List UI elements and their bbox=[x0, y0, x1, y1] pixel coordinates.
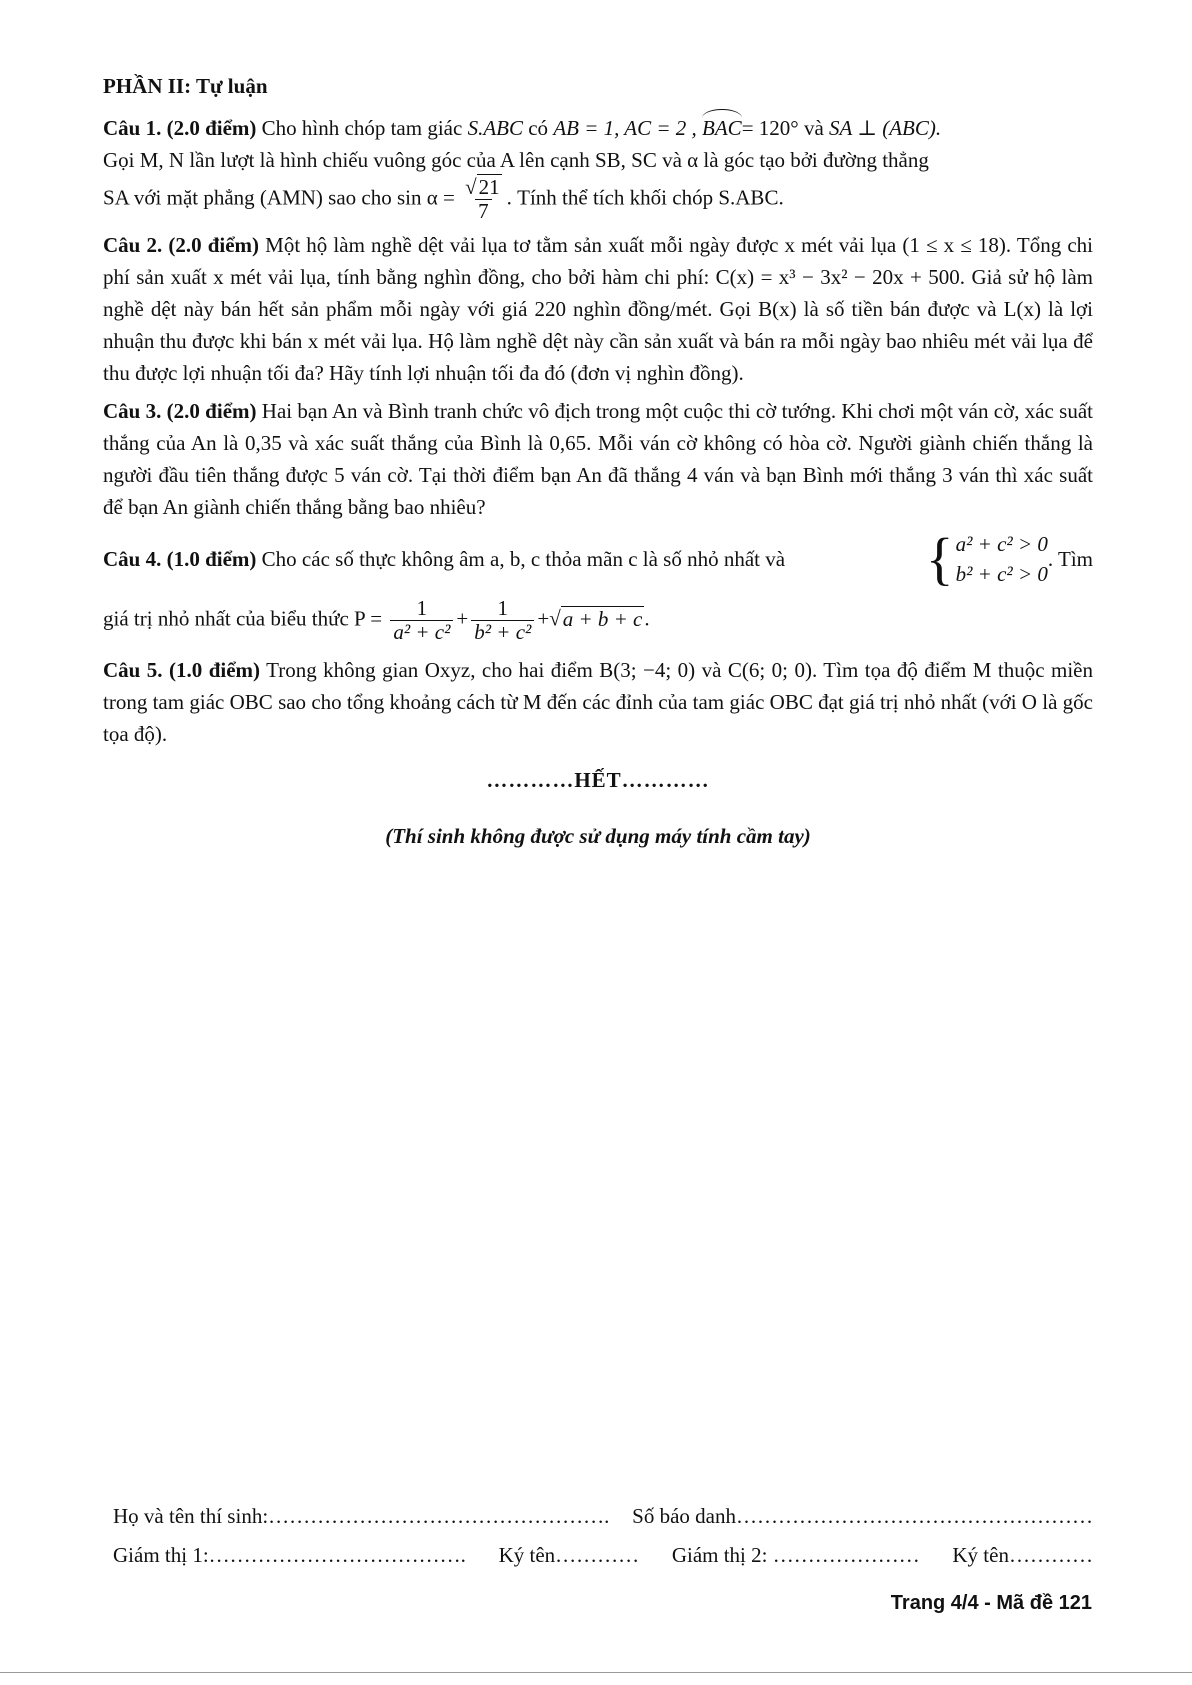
q4-cond2: b² + c² > 0 bbox=[955, 562, 1048, 587]
proctor-2-signature: Ký tên………… bbox=[952, 1543, 1093, 1567]
q4-condition-system bbox=[925, 526, 1093, 592]
q5-text: Trong không gian Oxyz, cho hai điểm B(3; −4; 0) và C(6; 0; 0). Tìm tọa độ điểm M thuộc miền trong tam giác OBC sao cho tổng khoảng cách từ M đến các đỉnh của tam giác OBC đạt giá trị nhỏ nhất (với O là gốc tọa độ). bbox=[103, 658, 1093, 747]
q1-label: Câu 1. (2.0 điểm) bbox=[103, 116, 257, 140]
q4-tim: . Tìm bbox=[1047, 547, 1093, 572]
q1-co: có bbox=[528, 116, 549, 140]
q4-line1 bbox=[103, 526, 1093, 592]
q1-va: và bbox=[803, 116, 824, 140]
q4-den1: a² + c² bbox=[390, 620, 453, 644]
q4-cond1: a² + c² > 0 bbox=[955, 532, 1048, 557]
q1-den7: 7 bbox=[475, 199, 492, 223]
question-5 bbox=[103, 654, 1093, 750]
question-3 bbox=[103, 395, 1093, 523]
q4-den2: b² + c² bbox=[471, 620, 534, 644]
candidate-name-field: Họ và tên thí sinh:…………………………………………. bbox=[113, 1504, 610, 1528]
q3-text: Hai bạn An và Bình tranh chức vô địch trong một cuộc thi cờ tướng. Khi chơi một ván cờ, xác suất thắng của An là 0,35 và xác suất thắng của Bình là 0,65. Mỗi ván cờ không có hòa cờ. Người giành chiến thắng là người đầu tiên thắng được 5 ván cờ. Tại thời điểm bạn An đã thắng 4 ván và bạn Bình mới thắng 3 ván thì xác suất để bạn An giành chiến thắng bằng bao nhiêu? bbox=[103, 399, 1093, 520]
q4-fraction-2 bbox=[471, 597, 534, 644]
question-2 bbox=[103, 229, 1093, 389]
q1-perp: SA ⊥ (ABC). bbox=[829, 116, 942, 140]
question-4 bbox=[103, 526, 1093, 645]
q1-sin-fraction: $\frac{√21}{7}$ bbox=[465, 175, 500, 224]
bottom-divider bbox=[0, 1672, 1192, 1673]
left-brace-icon: { bbox=[925, 526, 954, 592]
page-number: Trang 4/4 - Mã đề 121 bbox=[890, 1592, 1092, 1614]
question-1 bbox=[103, 112, 1093, 223]
q2-label: Câu 2. (2.0 điểm) bbox=[103, 233, 260, 258]
q4-fraction-1 bbox=[390, 597, 453, 644]
q4-num1: 1 bbox=[416, 596, 428, 621]
candidate-number-field: Số báo danh…………………………………………… bbox=[632, 1504, 1093, 1528]
q2-text: Một hộ làm nghề dệt vải lụa tơ tằm sản xuất mỗi ngày được x mét vải lụa (1 ≤ x ≤ 18). Tổng chi phí sản xuất x mét vải lụa, tính bằng nghìn đồng, cho bởi hàm chi phí: C(x) = x³ − 3x² − 20x + 500. Giả sử hộ làm nghề dệt này bán hết sản phẩm mỗi ngày với giá 220 nghìn đồng/mét. Gọi B(x) là số tiền bán được và L(x) là lợi nhuận thu được khi bán x mét vải lụa. Hộ làm nghề dệt này cần sản xuất và bán ra mỗi ngày bao nhiêu mét vải lụa để thu được lợi nhuận tối đa? Hãy tính lợi nhuận tối đa đó (đơn vị nghìn đồng). bbox=[103, 233, 1093, 386]
proctor-1-field: Giám thị 1:………………………………. bbox=[113, 1543, 466, 1567]
end-marker: …………HẾT………… bbox=[486, 768, 710, 793]
q4-line2: giá trị nhỏ nhất của biểu thức P = $\frac{1}{\text{a² + c²}}$ + $\frac{1}{\text{b² + c²}}$ +√a + b + c. bbox=[103, 596, 650, 645]
q5-label: Câu 5. (1.0 điểm) bbox=[103, 658, 261, 683]
q1-line2: Gọi M, N lần lượt là hình chiếu vuông góc của A lên cạnh SB, SC và α là góc tạo bởi đường thẳng bbox=[103, 148, 929, 172]
q1-bac-angle: BAC bbox=[702, 112, 742, 144]
q1-line3-a: SA với mặt phẳng (AMN) sao cho sin α = bbox=[103, 185, 455, 210]
proctor-1-signature: Ký tên………… bbox=[498, 1543, 640, 1567]
proctor-2-field: Giám thị 2: ………………… bbox=[671, 1543, 920, 1567]
q3-label: Câu 3. (2.0 điểm) bbox=[103, 399, 257, 424]
section-heading: PHẦN II: Tự luận bbox=[103, 74, 268, 98]
q4-text-a: Cho các số thực không âm a, b, c thỏa mãn c là số nhỏ nhất và bbox=[261, 547, 786, 572]
q1-sabc: S.ABC bbox=[467, 116, 523, 140]
q4-plus-1: + bbox=[456, 606, 469, 631]
q1-line3-b: . Tính thể tích khối chóp S.ABC. bbox=[506, 185, 784, 210]
q1-text-a: Cho hình chóp tam giác bbox=[261, 116, 463, 140]
exam-content bbox=[103, 70, 1093, 852]
q1-ab: AB = 1, AC = 2 , bbox=[553, 116, 697, 140]
q1-sqrt21: 21 bbox=[478, 175, 500, 199]
q4-num2: 1 bbox=[497, 596, 509, 621]
q4-label: Câu 4. (1.0 điểm) bbox=[103, 547, 257, 572]
calculator-note: (Thí sinh không được sử dụng máy tính cầm tay) bbox=[385, 824, 811, 849]
q4-plus-2: + bbox=[537, 606, 550, 631]
q1-angle-value: = 120° bbox=[741, 116, 799, 140]
q4-sqrt-expr: a + b + c bbox=[562, 606, 643, 631]
q4-dot: . bbox=[644, 606, 650, 631]
q4-line2-a: giá trị nhỏ nhất của biểu thức P = bbox=[103, 606, 383, 631]
candidate-info-footer bbox=[113, 1504, 1093, 1582]
